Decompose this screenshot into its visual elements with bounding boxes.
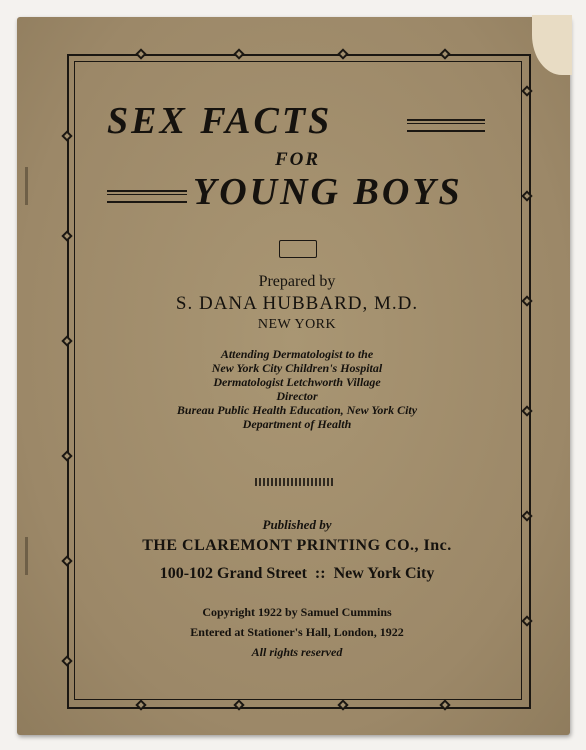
rights-line: All rights reserved [251, 645, 343, 659]
prepared-by-label: Prepared by [258, 273, 336, 290]
copyright-line: Copyright 1922 by Samuel Cummins [202, 605, 392, 619]
credential-line: New York City Children's Hospital [211, 361, 383, 375]
title-line-1: SEX FACTS [107, 100, 333, 142]
title-rule-left [107, 190, 187, 203]
credential-line: Attending Dermatologist to the [220, 347, 374, 361]
title-line-2: FOR [275, 149, 321, 170]
decorative-box [279, 240, 317, 258]
credential-line: Director [276, 389, 318, 403]
staple-mark-bottom [25, 537, 28, 575]
entered-line: Entered at Stationer's Hall, London, 1922 [190, 625, 404, 639]
author-city: NEW YORK [257, 317, 337, 332]
published-by-label: Published by [262, 517, 332, 532]
publisher-address: 100-102 Grand Street :: New York City [159, 565, 435, 582]
credential-line: Dermatologist Letchworth Village [213, 375, 381, 389]
title-rule-right [407, 119, 485, 132]
author-name: S. DANA HUBBARD, M.D. [175, 293, 419, 314]
publisher-name: THE CLAREMONT PRINTING CO., Inc. [142, 537, 452, 554]
credential-line: Department of Health [242, 417, 352, 431]
title-line-3: YOUNG BOYS [193, 171, 463, 213]
credential-line: Bureau Public Health Education, New York City [176, 403, 418, 417]
decorative-stamp [255, 478, 335, 486]
torn-corner [532, 15, 572, 75]
staple-mark-top [25, 167, 28, 205]
booklet-cover [17, 17, 570, 735]
